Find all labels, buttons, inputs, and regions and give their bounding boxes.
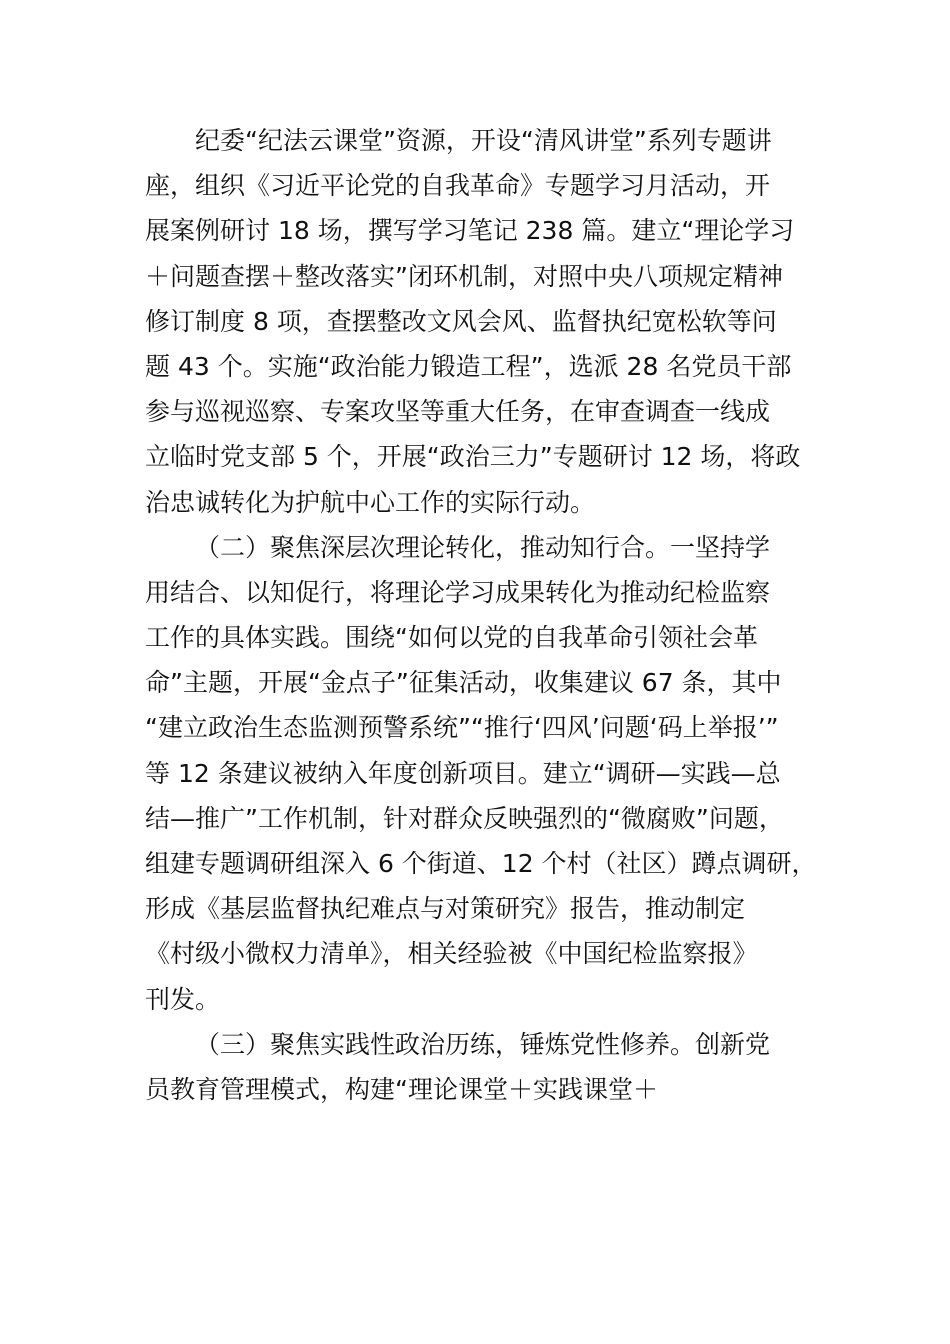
paragraph-line: 立临时党支部 5 个，开展“政治三力”专题研讨 12 场，将政 <box>145 442 801 472</box>
paragraph-line: 刊发。 <box>145 984 221 1014</box>
paragraph-line: 员教育管理模式，构建“理论课堂＋实践课堂＋ <box>145 1074 658 1104</box>
paragraph-line: ＋问题查摆＋整改落实”闭环机制，对照中央八项规定精神 <box>145 261 783 291</box>
paragraph-line: 座，组织《习近平论党的自我革命》专题学习月活动，开 <box>145 171 771 201</box>
paragraph-line: 《村级小微权力清单》，相关经验被《中国纪检监察报》 <box>145 939 758 969</box>
paragraph-line: 参与巡视巡察、专案攻坚等重大任务，在审查调查一线成 <box>145 397 771 427</box>
paragraph-line: 展案例研讨 18 场，撰写学习笔记 238 篇。建立“理论学习 <box>145 216 795 246</box>
body-text <box>145 118 835 1112</box>
paragraph-line: 纪委“纪法云课堂”资源，开设“清风讲堂”系列专题讲 <box>195 126 772 155</box>
paragraph-line: 等 12 条建议被纳入年度创新项目。建立“调研—实践—总 <box>145 758 781 788</box>
paragraph-line: 题 43 个。实施“政治能力锻造工程”，选派 28 名党员干部 <box>145 351 792 381</box>
paragraph-line: 组建专题调研组深入 6 个街道、12 个村（社区）蹲点调研， <box>145 849 817 878</box>
paragraph-line: “建立政治生态监测预警系统”“推行‘四风’问题‘码上举报’” <box>145 713 779 743</box>
paragraph-line: 结—推广”工作机制，针对群众反映强烈的“微腐败”问题， <box>145 803 784 833</box>
paragraph-line: 用结合、以知促行，将理论学习成果转化为推动纪检监察 <box>145 577 771 607</box>
section-heading-line: （三）聚焦实践性政治历练，锤炼党性修养。创新党 <box>195 1029 771 1059</box>
paragraph-line: 命”主题，开展“金点子”征集活动，收集建议 67 条，其中 <box>145 668 782 698</box>
section-heading-line: （二）聚焦深层次理论转化，推动知行合。一坚持学 <box>195 532 771 562</box>
paragraph-line: 修订制度 8 项，查摆整改文风会风、监督执纪宽松软等问 <box>145 306 777 336</box>
paragraph-line: 工作的具体实践。围绕“如何以党的自我革命引领社会革 <box>145 623 758 653</box>
paragraph-line: 治忠诚转化为护航中心工作的实际行动。 <box>145 487 596 517</box>
paragraph-line: 形成《基层监督执纪难点与对策研究》报告，推动制定 <box>145 894 746 924</box>
